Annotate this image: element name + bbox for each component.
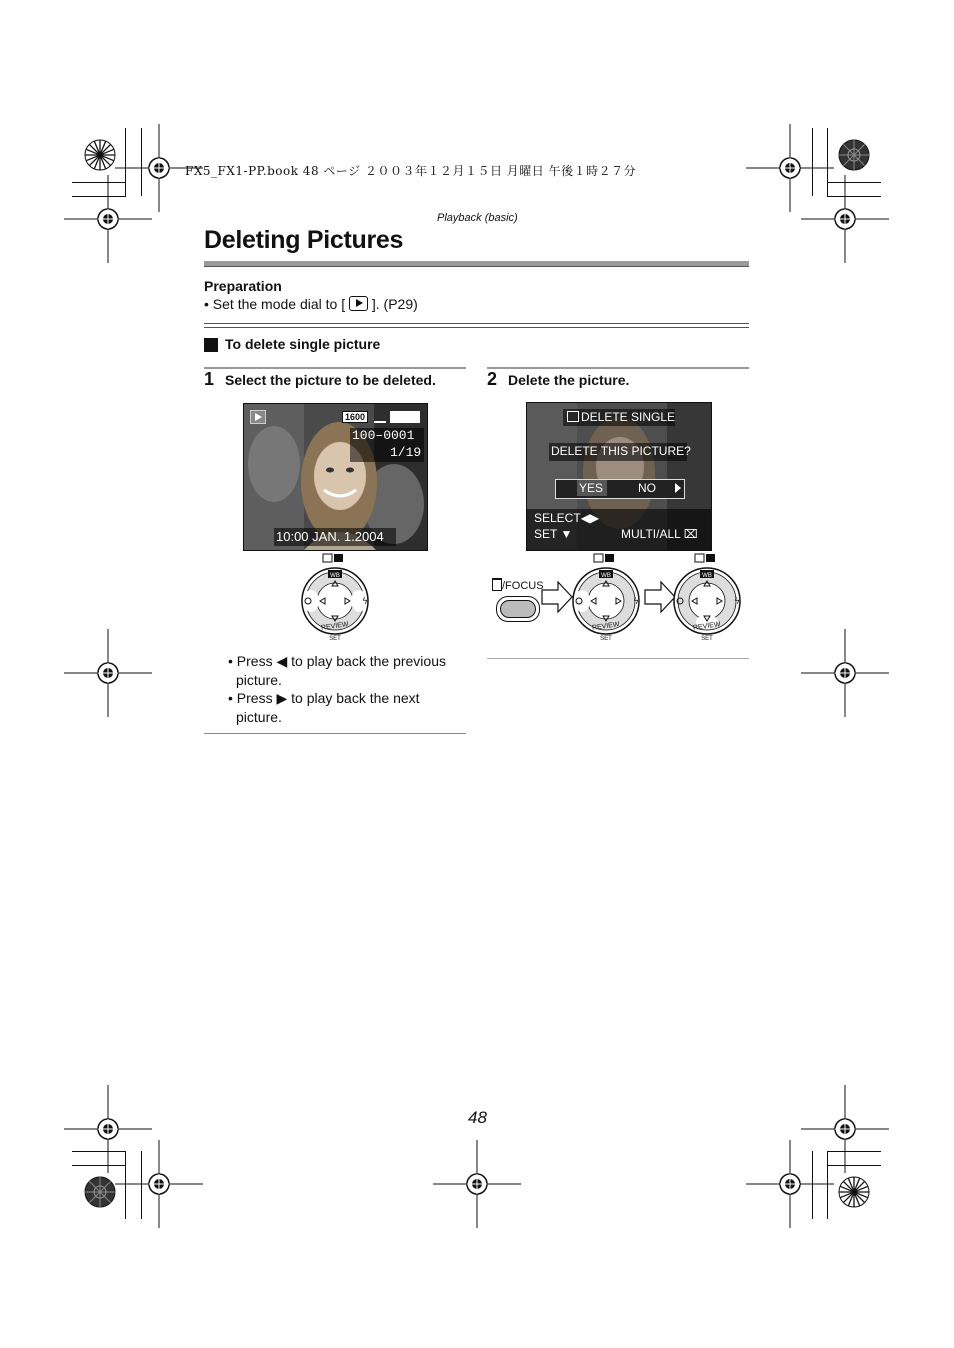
svg-text:REVIEW: REVIEW bbox=[692, 621, 721, 632]
dial-wb-label: WB bbox=[330, 573, 340, 579]
step1-lcd-screen bbox=[243, 403, 428, 551]
yes-no-bar bbox=[555, 479, 685, 499]
bullet-previous: • Press ◀ to play back the previous bbox=[228, 653, 446, 669]
step2-rule bbox=[487, 367, 749, 369]
delete-question: DELETE THIS PICTURE? bbox=[551, 444, 691, 458]
trash-icon: ⌧ bbox=[680, 527, 698, 541]
step1-rule bbox=[204, 367, 466, 369]
step2-bottom-rule bbox=[487, 658, 749, 659]
svg-text:REVIEW: REVIEW bbox=[591, 621, 620, 632]
quality-icon bbox=[374, 414, 386, 423]
file-number: 100–0001 bbox=[352, 428, 415, 443]
step1-text: Select the picture to be deleted. bbox=[225, 372, 436, 388]
svg-text:ϟ: ϟ bbox=[633, 597, 639, 607]
bullet-next-cont: picture. bbox=[236, 709, 282, 725]
preparation-text-before: • Set the mode dial to [ bbox=[204, 296, 346, 312]
step2-cursor-dial-1 bbox=[567, 552, 647, 644]
step2-cursor-dial-2 bbox=[668, 552, 748, 644]
select-hint bbox=[534, 511, 599, 525]
playback-indicator-icon bbox=[250, 410, 266, 424]
dial-review-label: REVIEW bbox=[320, 621, 349, 632]
divider bbox=[204, 323, 749, 324]
playback-mode-icon bbox=[349, 296, 368, 311]
square-bullet-icon bbox=[204, 338, 218, 352]
svg-text:WB: WB bbox=[601, 573, 611, 579]
delete-home-icon bbox=[567, 411, 579, 422]
picture-count: 1/19 bbox=[390, 445, 422, 460]
down-arrow-icon: ▼ bbox=[557, 527, 573, 541]
step2-number: 2 bbox=[487, 369, 498, 389]
date-time: 10:00 JAN. 1.2004 bbox=[276, 529, 384, 544]
focus-label: /FOCUS bbox=[502, 580, 544, 592]
delete-single-title: DELETE SINGLE bbox=[581, 410, 676, 424]
focus-button[interactable] bbox=[496, 596, 540, 622]
bullet-previous-cont: picture. bbox=[236, 672, 282, 688]
svg-text:WB: WB bbox=[702, 573, 712, 579]
dial-set-label: SET bbox=[329, 636, 341, 642]
svg-text:SET: SET bbox=[600, 636, 612, 642]
print-header: FX5_FX1-PP.book 48 ページ ２００３年１２月１５日 月曜日 午後１時２７分 bbox=[185, 164, 637, 178]
set-label: SET bbox=[534, 527, 558, 541]
subsection-heading: To delete single picture bbox=[225, 336, 381, 352]
title-underline-bar bbox=[204, 261, 749, 267]
set-hint bbox=[534, 527, 572, 541]
bullet-next: • Press ▶ to play back the next bbox=[228, 690, 420, 706]
trash-icon bbox=[492, 578, 502, 591]
battery-icon bbox=[390, 411, 420, 423]
multi-all-hint bbox=[621, 527, 698, 541]
svg-text:ϟ: ϟ bbox=[362, 597, 368, 607]
preparation-text-after: ]. (P29) bbox=[371, 296, 418, 312]
focus-button-label bbox=[492, 578, 544, 592]
right-arrow-icon bbox=[675, 483, 681, 493]
no-option[interactable]: NO bbox=[638, 481, 656, 495]
step2-lcd-screen bbox=[526, 402, 712, 551]
svg-text:ϟ: ϟ bbox=[734, 597, 740, 607]
page-title: Deleting Pictures bbox=[204, 226, 404, 254]
yes-option[interactable]: YES bbox=[579, 481, 604, 495]
iso-badge: 1600 bbox=[342, 411, 368, 423]
divider bbox=[204, 327, 749, 328]
svg-text:SET: SET bbox=[701, 636, 713, 642]
delete-title-row bbox=[567, 410, 675, 424]
step2-text: Delete the picture. bbox=[508, 372, 630, 388]
step1-cursor-dial bbox=[296, 552, 376, 644]
preparation-heading: Preparation bbox=[204, 278, 282, 294]
page-number: 48 bbox=[468, 1108, 487, 1127]
section-label: Playback (basic) bbox=[437, 212, 518, 224]
preparation-text bbox=[204, 296, 418, 312]
select-label: SELECT bbox=[534, 511, 581, 525]
left-right-arrows-icon: ◀▶ bbox=[580, 511, 600, 525]
step1-number: 1 bbox=[204, 369, 215, 389]
step1-bottom-rule bbox=[204, 733, 466, 734]
multi-all-label: MULTI/ALL bbox=[621, 527, 681, 541]
